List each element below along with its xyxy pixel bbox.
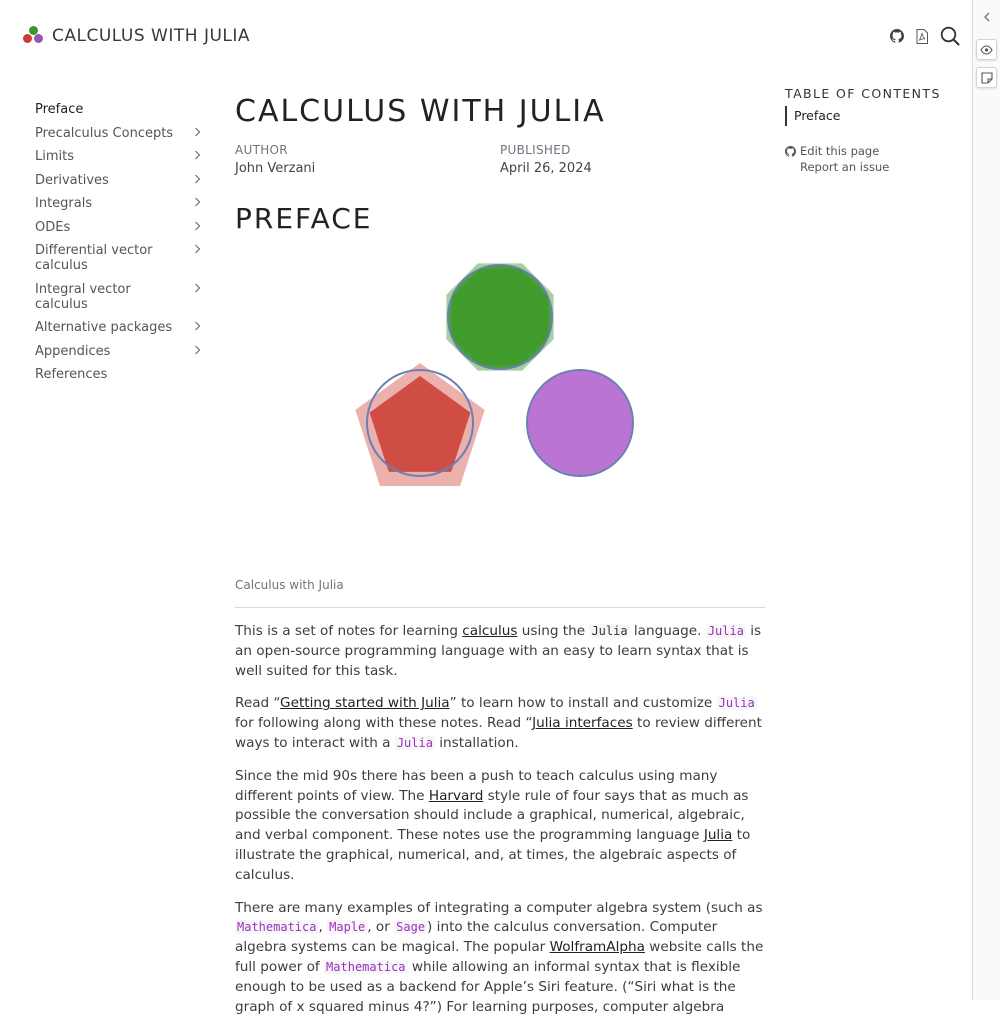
chevron-right-icon[interactable] <box>194 174 201 184</box>
sidebar-item-label: Derivatives <box>35 172 109 188</box>
link-wolframalpha[interactable]: WolframAlpha <box>549 939 645 956</box>
site-title[interactable]: CALCULUS WITH JULIA <box>52 26 251 46</box>
link-getting-started[interactable]: Getting started with Julia <box>280 695 450 712</box>
text: for following along with these notes. Read “ <box>235 715 533 732</box>
sidebar-nav <box>35 100 205 389</box>
top-navbar <box>0 0 972 72</box>
chevron-right-icon[interactable] <box>194 345 201 355</box>
julia-shapes-illustration <box>235 237 765 567</box>
code-julia: Julia <box>396 735 433 750</box>
sidebar-item-references[interactable] <box>35 365 205 384</box>
published-date: April 26, 2024 <box>500 161 592 176</box>
toc-item-preface[interactable]: Preface <box>794 108 841 123</box>
main-content <box>235 92 765 1017</box>
code-julia: Julia <box>591 624 628 638</box>
text: is an open-source programming language with an easy to learn syntax that is well suited for this task. <box>235 623 762 679</box>
section-title: PREFACE <box>235 202 373 235</box>
show-annotations-button[interactable] <box>976 39 997 60</box>
document-meta <box>235 142 765 179</box>
sidebar-item-label: Integrals <box>35 196 93 211</box>
julia-logo-icon <box>22 26 46 46</box>
text: , <box>318 919 328 936</box>
code-maple: Maple <box>329 920 366 935</box>
code-mathematica: Mathematica <box>326 959 406 974</box>
sidebar-item-integrals[interactable] <box>35 194 205 213</box>
text: language. <box>629 623 706 639</box>
text: ) into the calculus conversation. Computer algebra systems can be magical. The popular <box>235 919 718 956</box>
table-of-contents <box>785 86 965 175</box>
text: Read “ <box>235 695 281 712</box>
text: to illustrate the graphical, numerical, and, at times, the algebraic aspects of calculus. <box>235 827 751 883</box>
sidebar-item-differential-vector-calculus[interactable] <box>35 241 205 275</box>
sidebar-item-label: References <box>35 367 108 382</box>
sidebar-item-appendices[interactable] <box>35 342 205 361</box>
github-icon <box>785 146 800 157</box>
pdf-icon[interactable] <box>916 29 928 44</box>
edit-page-label: Edit this page <box>800 144 880 158</box>
collapse-annotations-button[interactable] <box>976 6 997 27</box>
chevron-right-icon[interactable] <box>194 150 201 160</box>
text: There are many examples of integrating a computer algebra system (such as <box>235 899 763 916</box>
eye-icon <box>980 45 993 55</box>
sidebar-item-label: Precalculus Concepts <box>35 125 174 141</box>
chevron-right-icon[interactable] <box>194 283 201 293</box>
toc-list <box>785 106 965 126</box>
divider <box>235 607 765 608</box>
purple-circle-fill <box>528 371 632 475</box>
chevron-right-icon[interactable] <box>194 197 201 207</box>
sidebar-item-label: Differential vector calculus <box>35 243 153 273</box>
link-calculus[interactable]: calculus <box>462 623 518 639</box>
toc-actions <box>785 143 965 175</box>
sidebar-item-odes[interactable] <box>35 218 205 237</box>
sidebar-item-label: Integral vector calculus <box>35 281 131 312</box>
chevron-left-icon <box>983 12 991 22</box>
text: , or <box>367 919 395 936</box>
sidebar-item-derivatives[interactable] <box>35 171 205 190</box>
chevron-right-icon[interactable] <box>194 127 201 137</box>
published-label: PUBLISHED <box>500 143 571 157</box>
report-issue-link[interactable] <box>785 159 965 175</box>
code-julia: Julia <box>718 696 755 711</box>
logo-figure <box>235 237 765 577</box>
link-harvard[interactable]: Harvard <box>428 787 484 804</box>
link-julia[interactable]: Julia <box>703 827 733 844</box>
author-label: AUTHOR <box>235 143 288 157</box>
text: Since the mid 90s there has been a push to teach calculus using many different points of view. The <box>235 767 718 804</box>
chevron-right-icon[interactable] <box>194 321 201 331</box>
sidebar-item-label: Preface <box>35 102 84 117</box>
new-note-button[interactable] <box>976 67 997 88</box>
text: ” to learn how to install and customize <box>449 695 717 712</box>
text: style rule of four says that as much as possible the conversation should include a graphical, numerical, algebraic, and verbal component. These notes use the programming language <box>235 787 749 844</box>
figure-caption: Calculus with Julia <box>235 578 344 592</box>
green-octagon-inner <box>452 269 548 365</box>
search-icon[interactable] <box>940 26 960 46</box>
link-julia-interfaces[interactable]: Julia interfaces <box>532 715 633 732</box>
text: This is a set of notes for learning <box>235 623 463 639</box>
note-icon <box>981 72 993 84</box>
published-block <box>500 142 765 179</box>
sidebar-item-label: ODEs <box>35 219 71 235</box>
annotation-sidebar <box>972 0 1000 1000</box>
paragraph-computer-algebra <box>235 899 765 1017</box>
paragraph-getting-started <box>235 694 765 753</box>
edit-page-link[interactable] <box>785 143 965 159</box>
paragraph-rule-of-four <box>235 767 765 886</box>
text: installation. <box>434 734 519 751</box>
sidebar-item-integral-vector-calculus[interactable] <box>35 280 205 314</box>
code-mathematica: Mathematica <box>237 920 317 935</box>
text: website calls the full power of <box>235 939 764 975</box>
sidebar-item-precalculus[interactable] <box>35 124 205 143</box>
chevron-right-icon[interactable] <box>194 221 201 231</box>
text: while allowing an informal syntax that is flexible enough to be used as a backend for Apple’s Siri feature. (“Siri what is the graph of x squared minus 4?”) For learning purposes, computer algebra <box>235 958 741 1015</box>
sidebar-item-label: Appendices <box>35 343 111 359</box>
toc-title: TABLE OF CONTENTS <box>785 86 941 101</box>
author-block <box>235 142 500 179</box>
navbar-tools <box>890 26 960 46</box>
report-issue-label: Report an issue <box>800 160 890 174</box>
text: using the <box>517 623 590 639</box>
code-sage: Sage <box>396 920 426 935</box>
github-icon[interactable] <box>890 29 904 43</box>
sidebar-item-limits[interactable] <box>35 147 205 166</box>
sidebar-item-preface[interactable] <box>35 100 205 119</box>
site-brand[interactable] <box>22 26 250 46</box>
sidebar-item-alternative-packages[interactable] <box>35 318 205 337</box>
author-name: John Verzani <box>235 161 316 176</box>
sidebar-item-label: Limits <box>35 149 74 164</box>
page-title: CALCULUS WITH JULIA <box>235 94 606 129</box>
code-julia: Julia <box>707 624 744 638</box>
sidebar-item-label: Alternative packages <box>35 320 173 335</box>
chevron-right-icon[interactable] <box>194 244 201 254</box>
text: to review different ways to interact with a <box>235 715 762 751</box>
paragraph-intro <box>235 622 765 681</box>
